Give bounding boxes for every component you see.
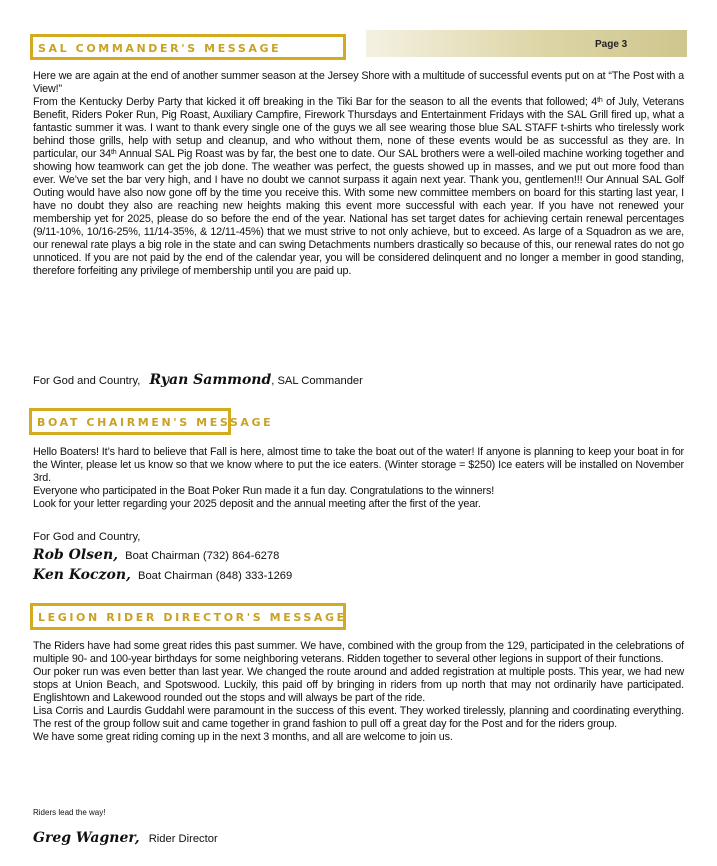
- commander-paragraph-2: From the Kentucky Derby Party that kicked it off breaking in the Tiki Bar for the season to all the events that followed; 4th of July, Veterans Benefit, Riders Poker Run, Pig Roast, Auxiliary Campfire, Firework Thursdays and Entertainment Fridays with the SAL Grill fired up, what a fantastic summer it was. I want to thank every single one of the guys we all see wearing those blue SAL STAFF t-shirts who tirelessly work behind those grills, help with setup and cleanup, and who without them, none of these events would be as successful as they are. In particular, our 34th Annual SAL Pig Roast was by far, the best one to date. Our SAL brothers were a well-oiled machine working together and showing how teamwork can get the job done. The weather was perfect, the guests showed up in masses, and we put out more food than ever. We’ve set the bar very high, and I have no doubt we cannot surpass it again next year. Thank you, gentlemen!!! Our Annual SAL Golf Outing would have also now gone off by the time you receive this. With some new committee members on board for this starting last year, I have no doubt they also are reaching new heights making this event more successful with each year. If you have not renewed your membership yet for 2025, please do so before the end of the year. National has set target dates for achieving certain renewal percentages (9/11-10%, 10/16-25%, 11/14-35%, & 12/11-45%) that we must strive to not only achieve, but to exceed. As large of a Squadron as we are, our renewal rate plays a big role in the state and can swing Detachments numbers drastically so because of this, our renewal rates do not go unnoticed. If you are not paid by the end of the calendar year, you will be considered delinquent and no longer a member in good standing, therefore forfeiting any privilege of membership until you are paid up.: [33, 96, 684, 277]
- riders-signature: Greg Wagner,: [33, 830, 140, 846]
- boat-signature-1: Rob Olsen,: [33, 547, 118, 563]
- commander-signature-line: For God and Country, Ryan Sammond, SAL Commander: [33, 372, 363, 388]
- boat-message-body: [33, 446, 684, 511]
- boat-section-title: BOAT CHAIRMEN'S MESSAGE: [29, 408, 231, 435]
- commander-message-body: [33, 70, 684, 278]
- commander-paragraph-1: Here we are again at the end of another summer season at the Jersey Shore with a multitude of successful events put on at “The Post with a View!”: [33, 70, 684, 95]
- riders-paragraph-3: Lisa Corris and Laurdis Guddahl were paramount in the success of this event. They worked tirelessly, planning and coordinating everything. The rest of the group follow suit and came together in grand fashion to pull off a great day for the Post and for the riders group.: [33, 705, 684, 730]
- riders-paragraph-2: Our poker run was even better than last year. We changed the route around and added registration at multiple posts. This year, we had new stops at Union Beach, and Spotswood. Luckily, this paid off by bringing in riders from up north that may not ordinarily have participated. Englishtown and Lakewood rounded out the stops and will always be part of the ride.: [33, 666, 684, 704]
- boat-paragraph-2: Everyone who participated in the Boat Poker Run made it a fun day. Congratulations to the winners!: [33, 485, 495, 497]
- boat-role-1: Boat Chairman (732) 864-6278: [125, 550, 280, 562]
- page-header-banner: [366, 30, 687, 57]
- boat-paragraph-1: Hello Boaters! It’s hard to believe that Fall is here, almost time to take the boat out of the water! If anyone is planning to keep your boat in for the Winter, please let us know so that we know where to put the ice eaters. (Winter storage = $250) Ice eaters will be installed on November 3rd.: [33, 446, 684, 484]
- riders-signature-line: [33, 830, 218, 846]
- page-number: Page 3: [595, 39, 628, 50]
- boat-paragraph-3: Look for your letter regarding your 2025 deposit and the annual meeting after the first of the year.: [33, 498, 481, 510]
- riders-paragraph-1: The Riders have had some great rides this past summer. We have, combined with the group from the 129, participated in the celebrations of multiple 90- and 100-year birthdays for some neighboring veterans. Ridden together to several other legions in support of their functions.: [33, 640, 684, 665]
- commander-signature: Ryan Sammond: [149, 372, 272, 388]
- boat-signature-line-2: [33, 567, 292, 583]
- commander-role: SAL Commander: [277, 375, 363, 387]
- commander-section-title: SAL COMMANDER'S MESSAGE: [30, 34, 346, 60]
- riders-motto: Riders lead the way!: [33, 808, 106, 817]
- boat-role-2: Boat Chairman (848) 333-1269: [138, 570, 293, 582]
- boat-closing: For God and Country,: [33, 531, 141, 543]
- commander-closing: For God and Country,: [33, 375, 141, 387]
- boat-signature-line-1: [33, 547, 279, 563]
- riders-paragraph-4: We have some great riding coming up in the next 3 months, and all are welcome to join us.: [33, 731, 453, 743]
- boat-signature-2: Ken Koczon,: [33, 567, 131, 583]
- riders-message-body: [33, 640, 684, 744]
- riders-section-title: LEGION RIDER DIRECTOR'S MESSAGE: [30, 603, 346, 630]
- riders-role: Rider Director: [148, 833, 218, 845]
